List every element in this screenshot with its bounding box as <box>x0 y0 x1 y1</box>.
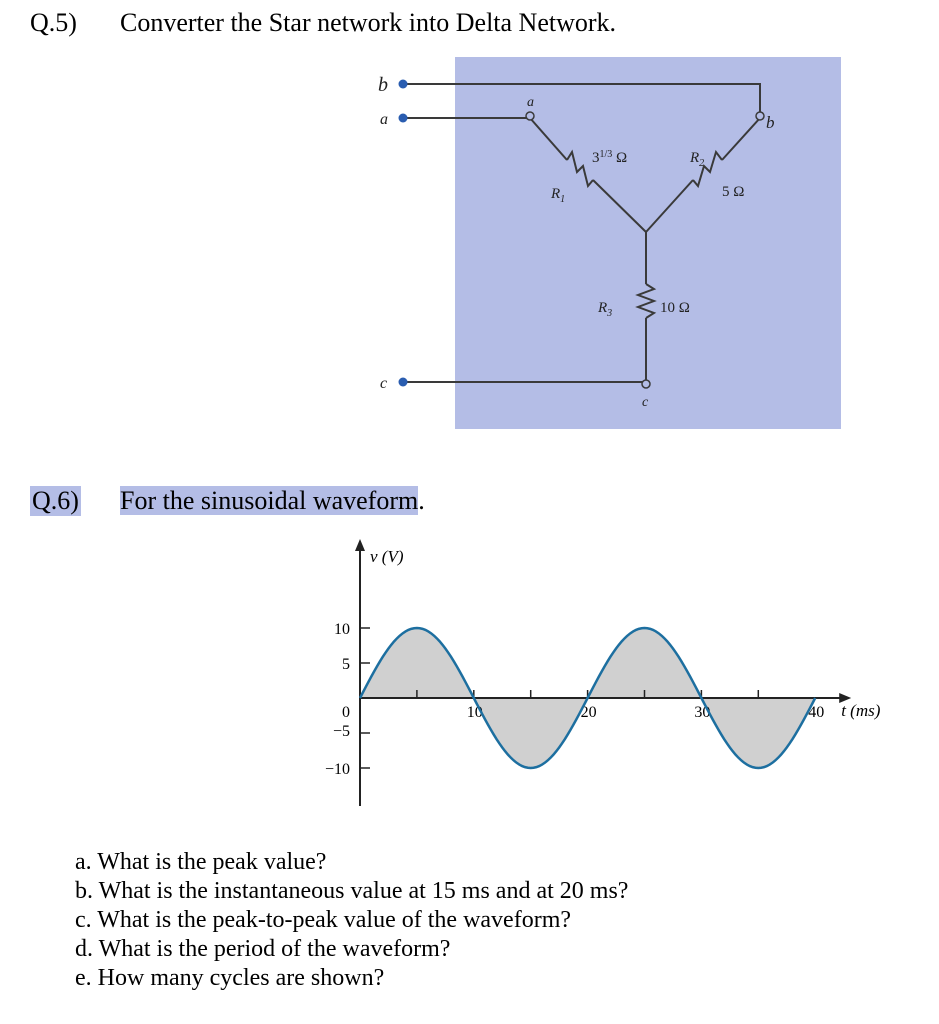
y-tick-label: 5 <box>342 656 350 673</box>
x-tick-label: 20 <box>580 704 597 721</box>
star-network-diagram <box>0 0 939 470</box>
question-6-text-main: For the sinusoidal waveform <box>120 486 419 515</box>
question-item: d. What is the period of the waveform? <box>75 936 451 962</box>
r3-label: $R_3$ <box>598 300 613 319</box>
node-b-terminal <box>756 112 764 120</box>
circuit-panel <box>455 57 841 429</box>
r2-label: $R_2$ <box>690 150 705 169</box>
y-tick-label: −5 <box>332 723 350 740</box>
r1-value-label: $3^{1/3}$ Ω <box>592 149 628 166</box>
question-6-text-period: . <box>418 486 425 515</box>
question-list <box>75 848 628 993</box>
y-tick-label: −10 <box>324 761 350 778</box>
x-tick-label: 10 <box>466 704 483 721</box>
terminal-c-label: c <box>380 375 388 392</box>
x-axis-label: t (ms) <box>841 701 881 720</box>
question-6-text <box>120 486 425 516</box>
y-tick-label: 0 <box>342 704 350 721</box>
y-tick-label: 10 <box>334 621 350 638</box>
r1-label: $R_1$ <box>551 186 566 205</box>
question-item: e. How many cycles are shown? <box>75 965 385 991</box>
r2-value-label: 5 Ω <box>722 184 745 200</box>
question-item: b. What is the instantaneous value at 15 ms and at 20 ms? <box>75 878 629 904</box>
sinusoid-chart <box>0 535 939 825</box>
terminal-a-dot <box>399 114 408 123</box>
node-b-label: b <box>766 113 775 132</box>
node-c-label: c <box>642 395 649 410</box>
terminal-b-label: b <box>378 74 388 96</box>
question-item: c. What is the peak-to-peak value of the waveform? <box>75 907 572 933</box>
node-a-label: a <box>527 95 534 110</box>
y-axis-arrowhead <box>355 539 365 551</box>
question-5-number: Q.5) <box>30 8 77 37</box>
terminal-c-dot <box>399 378 408 387</box>
question-5-text: Converter the Star network into Delta Network. <box>120 8 617 37</box>
node-c-terminal <box>642 380 650 388</box>
x-tick-label: 40 <box>808 704 825 721</box>
question-item: a. What is the peak value? <box>75 849 327 875</box>
terminal-a-label: a <box>380 111 388 128</box>
node-a-terminal <box>526 112 534 120</box>
terminal-b-dot <box>399 80 408 89</box>
y-axis-label: v (V) <box>370 547 404 566</box>
r3-value-label: 10 Ω <box>660 300 690 316</box>
x-tick-label: 30 <box>694 704 711 721</box>
question-6-number: Q.6) <box>32 486 79 515</box>
